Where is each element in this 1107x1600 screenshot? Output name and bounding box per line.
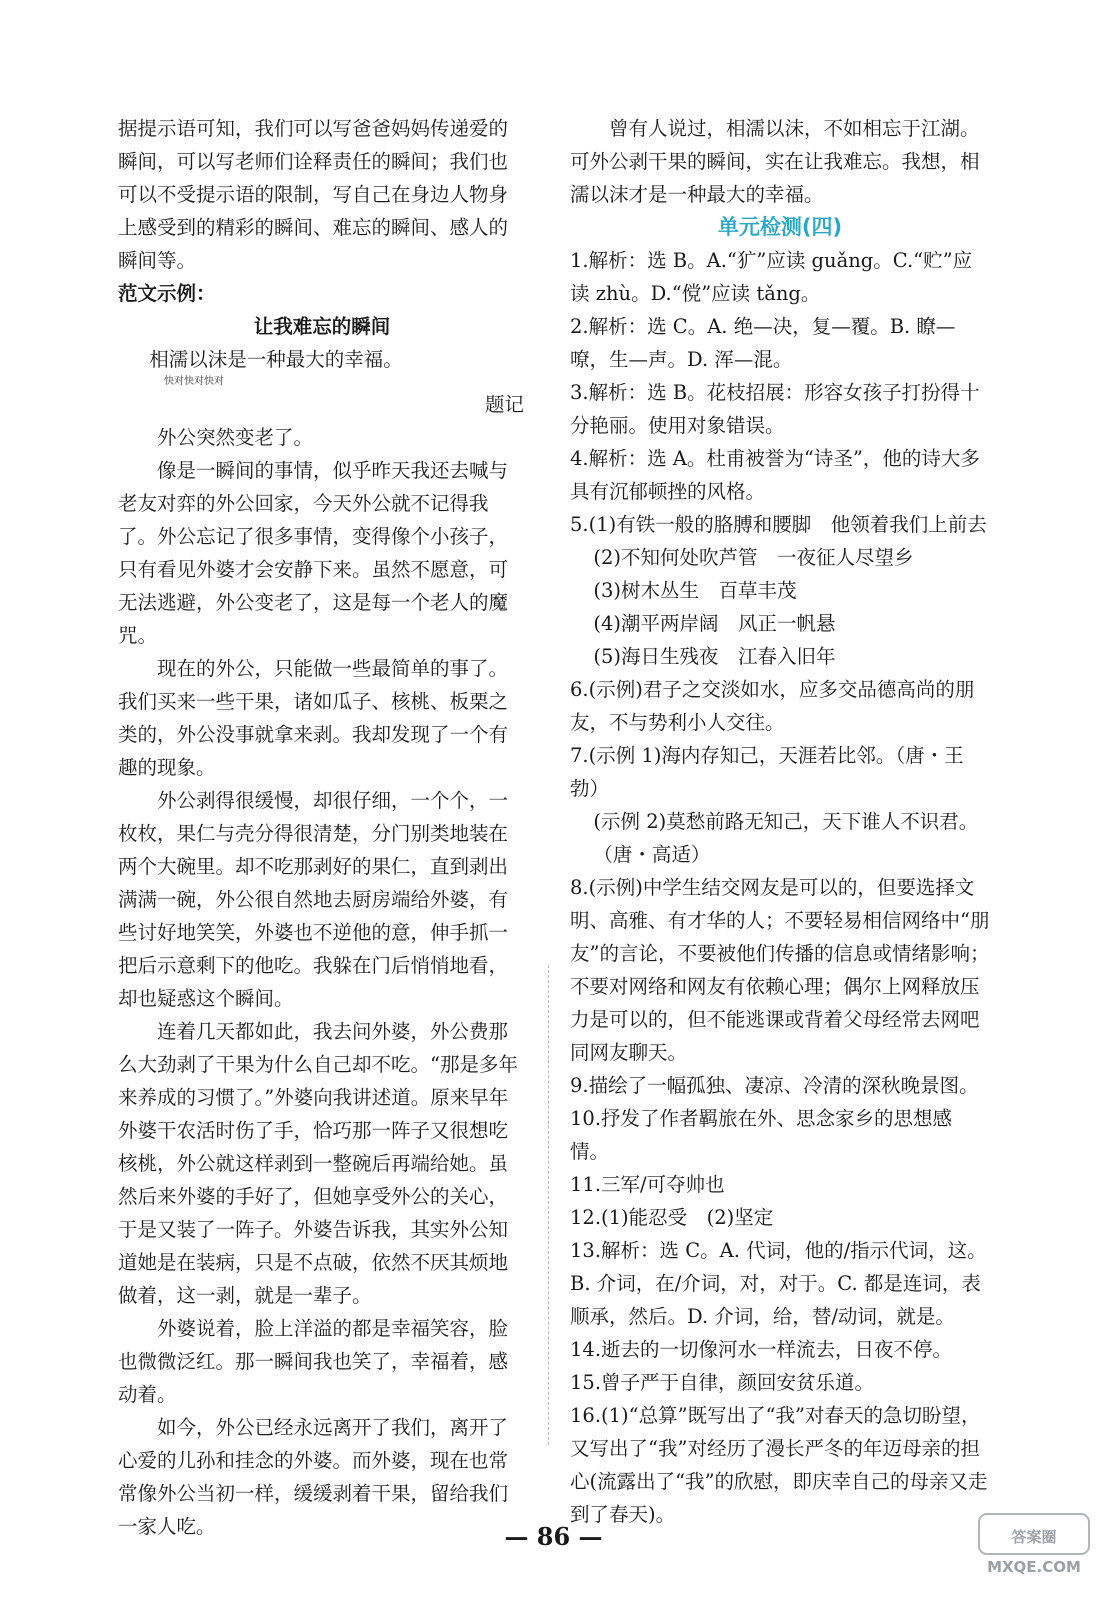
watermark-text: 答案圈 xyxy=(1011,1528,1057,1546)
item-number: 13. xyxy=(570,1239,602,1262)
item-text: 曾子严于自律，颜回安贫乐道。 xyxy=(601,1371,875,1394)
item-number: 12. xyxy=(570,1206,602,1229)
answer-subitem: (3)树木丛生 百草丰茂 xyxy=(593,579,797,602)
essay-paragraph: 像是一瞬间的事情，似乎昨天我还去喊与老友对弈的外公回家，今天外公就不记得我了。外公忘记了很多事情，变得像个小孩子，只有看见外婆才会安静下来。虽然不愿意，可无法逃避，外公变老了，这是每一个老人的魔咒。 xyxy=(118,459,509,647)
item-number: 6. xyxy=(570,678,589,701)
item-text: 解析：选 A。杜甫被誉为“诗圣”，他的诗大多具有沉郁顿挫的风格。 xyxy=(570,447,980,503)
item-text: 三军/可夺帅也 xyxy=(601,1173,725,1196)
essay-paragraph: 外婆说着，脸上洋溢的都是幸福笑容，脸也微微泛红。那一瞬间我也笑了，幸福着，感动着。 xyxy=(118,1317,509,1406)
essay-paragraph: 外公突然变老了。 xyxy=(157,426,314,449)
item-text: (示例)君子之交淡如水，应多交品德高尚的朋友，不与势利小人交往。 xyxy=(570,678,975,734)
item-text: (1)能忍受 (2)坚定 xyxy=(601,1206,774,1229)
answer-item xyxy=(570,508,990,541)
answer-item xyxy=(570,1168,990,1201)
essay-paragraph: 连着几天都如此，我去问外婆，外公费那么大劲剥了干果为什么自己却不吃。“那是多年来养成的习惯了。”外婆向我讲述道。原来早年外婆干农活时伤了手，恰巧那一阵子又很想吃核桃，外公就这样剥到一整碗后再端给她。虽然后来外婆的手好了，但她享受外公的关心，于是又装了一阵子。外婆告诉我，其实外公知道她是在装病，只是不点破，依然不厌其烦地做着，这一剥，就是一辈子。 xyxy=(118,1020,518,1307)
item-text: (1)“总算”既写出了“我”对春天的急切盼望，又写出了“我”对经历了漫长严冬的年迈母亲的担心(流露出了“我”的欣慰，即庆幸自己的母亲又走到了春天)。 xyxy=(570,1404,988,1526)
item-text: 解析：选 C。A. 绝—决，复—覆。B. 瞭—嘹，生—声。D. 浑—混。 xyxy=(570,315,956,371)
item-number: 7. xyxy=(570,744,589,767)
item-number: 2. xyxy=(570,315,589,338)
item-text: 抒发了作者羁旅在外、思念家乡的思想感情。 xyxy=(570,1107,953,1163)
item-text: 逝去的一切像河水一样流去，日夜不停。 xyxy=(601,1338,953,1361)
item-number: 3. xyxy=(570,381,589,404)
item-number: 14. xyxy=(570,1338,602,1361)
item-number: 16. xyxy=(570,1404,602,1427)
answer-item xyxy=(570,1399,990,1531)
item-number: 4. xyxy=(570,447,589,470)
item-text: 解析：选 B。A.“犷”应读 guǎng。C.“贮”应读 zhù。D.“傥”应读 tǎng。 xyxy=(570,249,973,305)
watermark-url: MXQE.COM xyxy=(987,1558,1081,1576)
sample-label: 范文示例： xyxy=(118,282,216,305)
item-number: 9. xyxy=(570,1074,589,1097)
item-text: 解析：选 B。花枝招展：形容女孩子打扮得十分艳丽。使用对象错误。 xyxy=(570,381,980,437)
answer-subitem: (5)海日生残夜 江春入旧年 xyxy=(593,645,836,668)
answer-item xyxy=(570,1333,990,1366)
answer-item xyxy=(570,442,990,508)
inscription-label: 题记 xyxy=(485,393,525,416)
answer-item xyxy=(570,1366,990,1399)
page-number: — 86 — xyxy=(504,1522,603,1551)
essay-ending: 曾有人说过，相濡以沫，不如相忘于江湖。可外公剥干果的瞬间，实在让我难忘。我想，相濡以沫才是一种最大的幸福。 xyxy=(570,117,980,206)
item-number: 8. xyxy=(570,876,589,899)
column-divider xyxy=(548,965,549,1445)
item-number: 11. xyxy=(570,1173,602,1196)
item-number: 5. xyxy=(570,513,589,536)
item-text: 解析：选 C。A. 代词，他的/指示代词，这。B. 介词，在/介词，对，对于。C. 都是连词，表顺承，然后。D. 介词，给，替/动词，就是。 xyxy=(570,1239,987,1328)
answer-item xyxy=(570,871,990,1069)
essay-paragraph: 现在的外公，只能做一些最简单的事了。我们买来一些干果，诸如瓜子、核桃、板栗之类的，外公没事就拿来剥。我却发现了一个有趣的现象。 xyxy=(118,657,509,779)
item-number: 15. xyxy=(570,1371,602,1394)
answer-item xyxy=(570,739,990,805)
item-text: (1)有铁一般的胳膊和腰脚 他领着我们上前去 xyxy=(588,513,987,536)
section-title: 单元检测(四) xyxy=(717,215,843,239)
answer-item xyxy=(570,1102,990,1168)
right-column xyxy=(570,112,990,1531)
essay-paragraph: 外公剥得很缓慢，却很仔细，一个个，一枚枚，果仁与壳分得很清楚，分门别类地装在两个大碗里。却不吃那剥好的果仁，直到剥出满满一碗，外公很自然地去厨房端给外婆，有些讨好地笑笑，外婆也不逆他的意，伸手抓一把后示意剩下的他吃。我躲在门后悄悄地看，却也疑惑这个瞬间。 xyxy=(118,789,509,1010)
item-number: 1. xyxy=(570,249,589,272)
answer-item xyxy=(570,1201,990,1234)
item-text: (示例)中学生结交网友是可以的，但要选择文明、高雅、有才华的人；不要轻易相信网络中“朋友”的言论，不要被他们传播的信息或情绪影响；不要对网络和网友有依赖心理；偶尔上网释放压力是可以的，但不能逃课或背着父母经常去网吧同网友聊天。 xyxy=(570,876,990,1064)
handwritten-scribble: 快对快对快对 xyxy=(164,376,224,387)
item-text: 描绘了一幅孤独、凄凉、冷清的深秋晚景图。 xyxy=(588,1074,979,1097)
answer-item xyxy=(570,1234,990,1333)
answer-item xyxy=(570,244,990,310)
answer-subitem: (4)潮平两岸阔 风正一帆悬 xyxy=(593,612,836,635)
left-column xyxy=(118,112,526,1543)
item-text: (示例 1)海内存知己，天涯若比邻。（唐・王勃） xyxy=(570,744,964,800)
item-number: 10. xyxy=(570,1107,602,1130)
answer-item xyxy=(570,376,990,442)
essay-paragraph: 如今，外公已经永远离开了我们，离开了心爱的儿孙和挂念的外婆。而外婆，现在也常常像外公当初一样，缓缓剥着干果，留给我们一家人吃。 xyxy=(118,1416,509,1538)
answer-item xyxy=(570,1069,990,1102)
essay-title: 让我难忘的瞬间 xyxy=(253,315,391,338)
essay-inscription: 相濡以沫是一种最大的幸福。 xyxy=(149,348,403,371)
watermark-logo xyxy=(975,1510,1093,1580)
answer-item xyxy=(570,673,990,739)
answer-subitem: (示例 2)莫愁前路无知己，天下谁人不识君。（唐・高适） xyxy=(593,810,979,866)
intro-paragraph: 据提示语可知，我们可以写爸爸妈妈传递爱的瞬间，可以写老师们诠释责任的瞬间；我们也可以不受提示语的限制，写自己在身边人物身上感受到的精彩的瞬间、难忘的瞬间、感人的瞬间等。 xyxy=(118,117,509,272)
answer-item xyxy=(570,310,990,376)
answer-subitem: (2)不知何处吹芦管 一夜征人尽望乡 xyxy=(593,546,914,569)
